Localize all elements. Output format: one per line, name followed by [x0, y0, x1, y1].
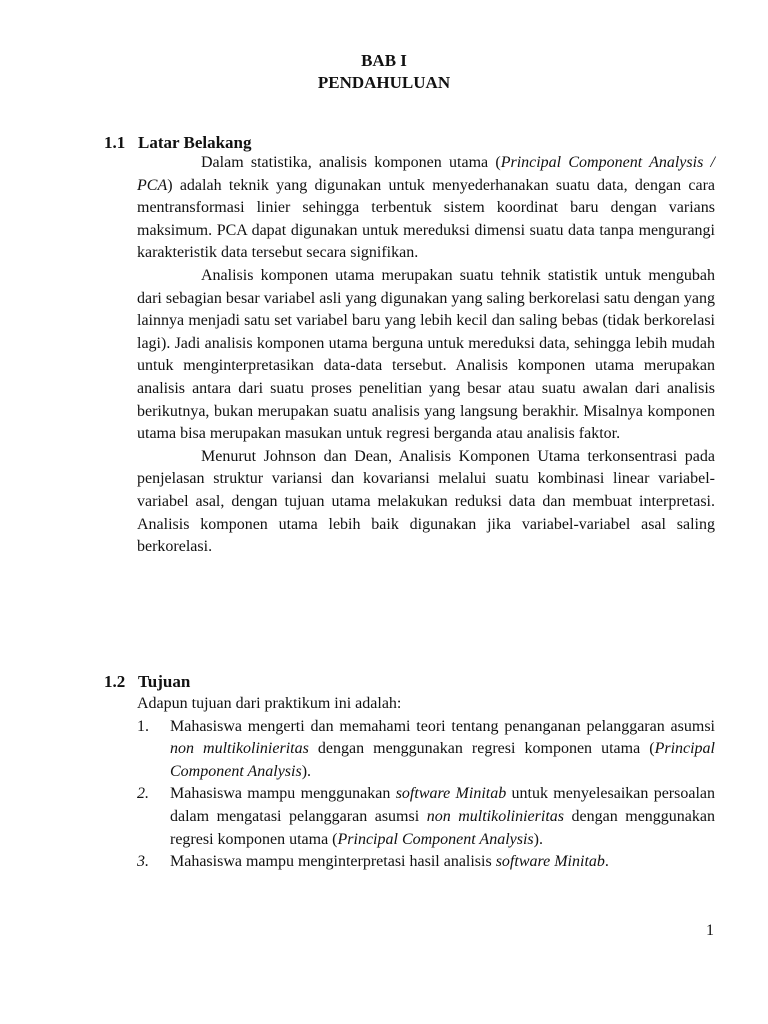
italic-term: Principal Component Analysis — [170, 740, 715, 780]
section-number: 1.1 — [104, 133, 126, 152]
chapter-title: PENDAHULUAN — [317, 73, 451, 92]
section-heading-latar-belakang — [104, 132, 252, 154]
paragraph: Menurut Johnson dan Dean, Analisis Komponen Utama terkonsentrasi pada penjelasan struktur variansi dan kovariansi melalui suatu kombinasi linear variabel-variabel asal, dengan tujuan utama melakukan reduksi data dan membuat interpretasi. Analisis komponen utama lebih baik digunakan jika variabel-variabel asal saling berkorelasi. — [137, 447, 715, 556]
text-run: . — [604, 853, 609, 871]
text-run: dengan menggunakan regresi komponen utama ( — [308, 740, 655, 758]
text-run: untuk menyelesaikan persoalan dalam mengatasi pelanggaran asumsi — [170, 785, 716, 825]
list-marker: 1. — [137, 717, 149, 735]
section-title: Tujuan — [138, 672, 191, 691]
list-marker: 2. — [137, 785, 149, 803]
section-number: 1.2 — [104, 672, 126, 691]
italic-term: Principal Component Analysis — [337, 830, 534, 848]
list-item — [137, 851, 715, 874]
paragraph: Analisis komponen utama merupakan suatu tehnik statistik untuk mengubah dari sebagian besar variabel asli yang digunakan yang saling berkorelasi satu dengan yang lainnya menjadi satu set variabel baru yang lebih kecil dan saling bebas (tidak berkorelasi lagi). Jadi analisis komponen utama berguna untuk mereduksi data, sehingga lebih mudah untuk menginterpretasikan data-data tersebut. Analisis komponen utama merupakan analisis antara dari suatu proses penelitian yang besar atau suatu awalan dari analisis berikutnya, bukan merupakan suatu analisis yang langsung berakhir. Misalnya komponen utama bisa merupakan masukan untuk regresi berganda atau analisis faktor. — [137, 266, 715, 443]
section-heading-tujuan — [104, 671, 190, 693]
list-intro: Adapun tujuan dari praktikum ini adalah: — [137, 695, 402, 712]
chapter-number: BAB I — [361, 51, 407, 70]
italic-term: software Minitab — [495, 853, 605, 871]
section-body-tujuan — [137, 693, 715, 874]
text-run: Mahasiswa mampu menggunakan — [170, 785, 396, 803]
goals-list — [137, 716, 715, 874]
page-number: 1 — [706, 922, 714, 939]
text-run: Mahasiswa mampu menginterpretasi hasil analisis — [170, 853, 496, 871]
text-run: dengan menggunakan regresi komponen utama ( — [170, 807, 716, 848]
section-body-latar-belakang — [137, 152, 715, 559]
paragraph — [137, 152, 715, 265]
list-marker: 3. — [137, 853, 149, 871]
italic-term: software Minitab — [395, 785, 507, 803]
italic-term: non multikolinieritas — [170, 740, 309, 758]
text-run: Mahasiswa mengerti dan memahami teori tentang penanganan pelanggaran asumsi — [170, 717, 715, 735]
text-run: ). — [533, 830, 543, 848]
italic-term: non multikolinieritas — [426, 807, 564, 825]
text-run: ) adalah teknik yang digunakan untuk menyederhanakan suatu data, dengan cara mentransformasi linier sehingga terbentuk sistem koordinat baru dengan varians maksimum. PCA dapat digunakan untuk mereduksi dimensi suatu data tanpa mengurangi karakteristik data tersebut secara signifikan. — [137, 176, 715, 262]
list-item — [137, 716, 715, 784]
section-title: Latar Belakang — [138, 133, 252, 152]
text-run: ). — [301, 762, 312, 780]
text-run: Dalam statistika, analisis komponen utama ( — [201, 154, 501, 171]
italic-term: Principal Component Analysis / PCA — [137, 154, 715, 194]
list-item — [137, 783, 715, 851]
